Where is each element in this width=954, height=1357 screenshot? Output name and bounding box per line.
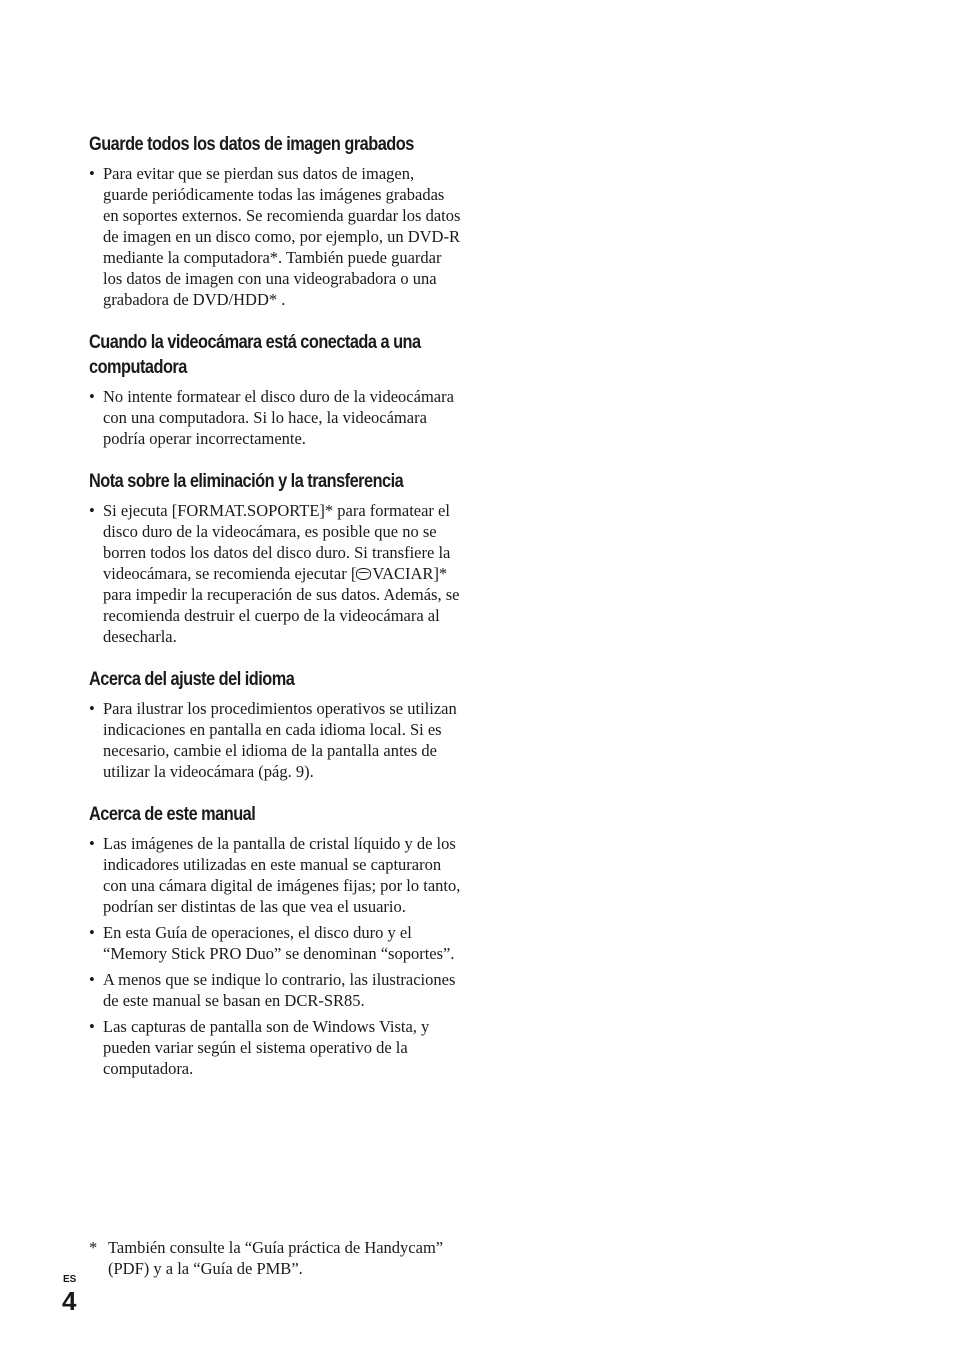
main-column xyxy=(89,132,461,1099)
section-heading: Nota sobre la eliminación y la transferencia xyxy=(89,471,404,492)
list-item xyxy=(89,500,461,647)
section-save-data xyxy=(89,132,461,310)
section-heading: Cuando la videocámara está conectada a una computadora xyxy=(89,332,421,378)
list-item: • Para ilustrar los procedimientos operativos se utilizan indicaciones en pantalla en cada idioma local. Si es necesario, cambie el idioma de la pantalla antes de utilizar la videocámara (pág. 9). xyxy=(89,698,461,782)
bullet-list xyxy=(89,500,461,647)
hdd-icon xyxy=(356,568,371,580)
list-item: • Las capturas de pantalla son de Windows Vista, y pueden variar según el sistema operativo de la computadora. xyxy=(89,1016,461,1079)
language-code: ES xyxy=(63,1274,77,1285)
section-manual xyxy=(89,802,461,1079)
page-number: 4 xyxy=(62,1286,77,1316)
list-item: • No intente formatear el disco duro de la videocámara con una computadora. Si lo hace, la videocámara podría operar incorrectamente. xyxy=(89,386,461,449)
list-item: • En esta Guía de operaciones, el disco duro y el “Memory Stick PRO Duo” se denominan “soportes”. xyxy=(89,922,461,964)
section-deletion-transfer xyxy=(89,469,461,647)
section-heading: Acerca de este manual xyxy=(89,804,256,825)
item-text-after: VACIAR]* para impedir la recuperación de sus datos. Además, se recomienda destruir el cuerpo de la videocámara al desecharla. xyxy=(103,564,460,646)
bullet-list xyxy=(89,698,461,782)
item-text-before: Si ejecuta [FORMAT.SOPORTE]* para formatear el disco duro de la videocámara, es posible que no se borren todos los datos del disco duro. Si transfiere la videocámara, se recomienda ejecutar [ xyxy=(103,501,451,583)
list-item: • Las imágenes de la pantalla de cristal líquido y de los indicadores utilizadas en este manual se capturaron con una cámara digital de imágenes fijas; por lo tanto, podrían ser distintas de las que vea el usuario. xyxy=(89,833,461,917)
section-computer-connection xyxy=(89,330,461,449)
list-item: • A menos que se indique lo contrario, las ilustraciones de este manual se basan en DCR-SR85. xyxy=(89,969,461,1011)
footnote-text: También consulte la “Guía práctica de Handycam” (PDF) y a la “Guía de PMB”. xyxy=(108,1238,444,1278)
section-heading: Acerca del ajuste del idioma xyxy=(89,669,295,690)
footnote xyxy=(89,1237,461,1279)
bullet-list xyxy=(89,833,461,1079)
section-heading: Guarde todos los datos de imagen grabados xyxy=(89,134,414,155)
bullet-list xyxy=(89,163,461,310)
list-item: • Para evitar que se pierdan sus datos de imagen, guarde periódicamente todas las imágenes grabadas en soportes externos. Se recomienda guardar los datos de imagen en un disco como, por ejemplo, un DVD-R mediante la computadora*. También puede guardar los datos de imagen con una videograbadora o una grabadora de DVD/HDD* . xyxy=(89,163,461,310)
bullet-list xyxy=(89,386,461,449)
footnote-marker: * xyxy=(89,1238,98,1257)
section-language xyxy=(89,667,461,782)
